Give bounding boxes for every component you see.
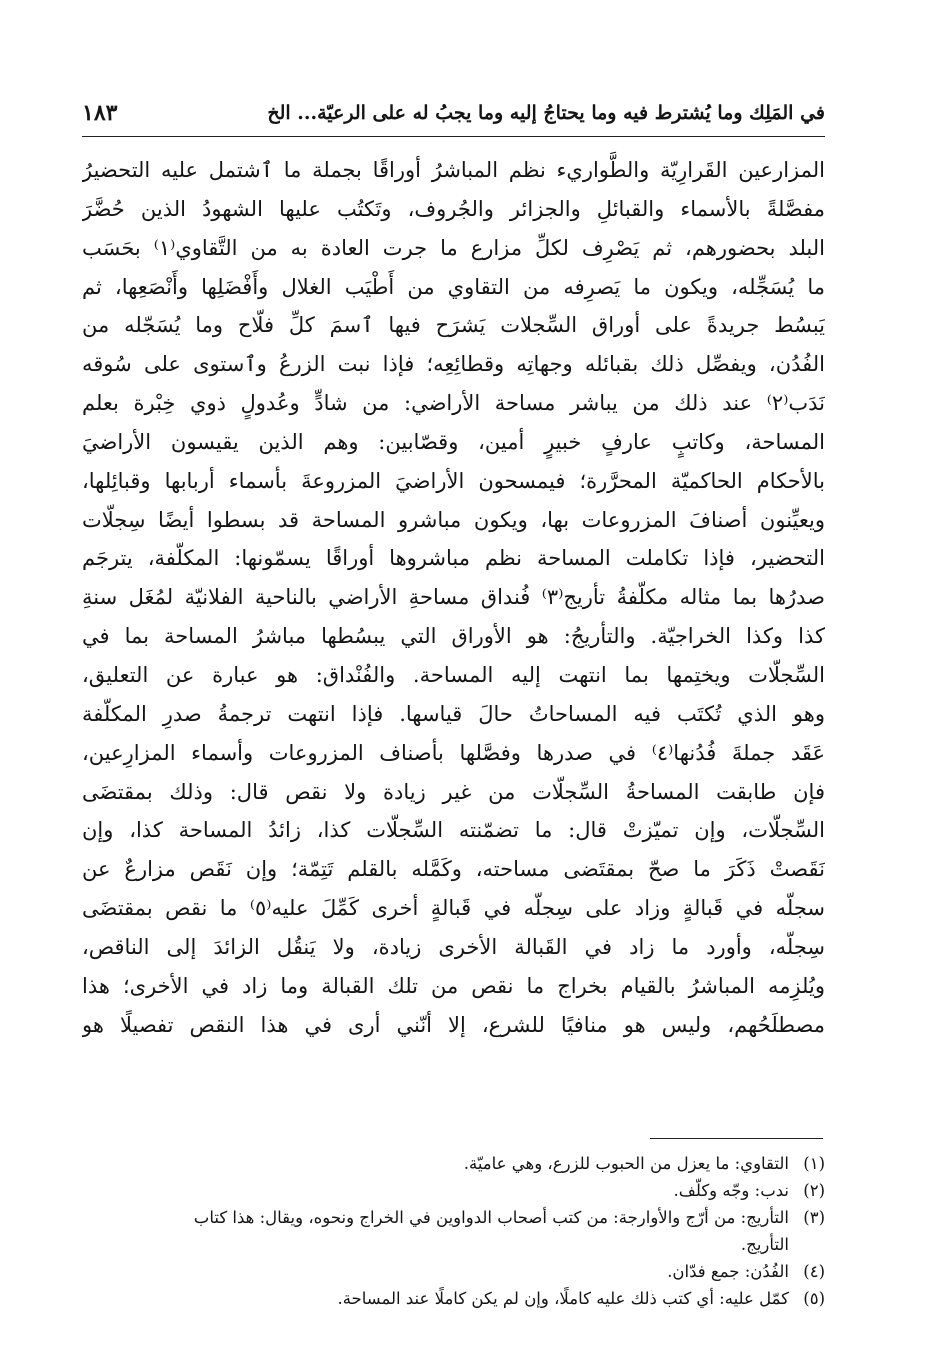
- body-line: المزارعين القَرارِيّة والطَّواريء نظم المباشرُ أوراقًا بجملة ما ٱشتمل عليه التحضيرُ: [82, 158, 825, 182]
- header-rule: [82, 136, 825, 137]
- footnote-3: [82, 1204, 825, 1231]
- body-line: التحضير، فإذا تكاملت المساحة نظم مباشروها أوراقًا يسمّونها: المكلّفة، يترجَم: [82, 546, 825, 571]
- page-number: ١٨٣: [82, 100, 118, 126]
- footnote-3-continuation: التأريج.: [740, 1235, 789, 1254]
- footnote-5: [82, 1285, 825, 1312]
- footnote-number: (١): [803, 1154, 825, 1173]
- body-line: ويُلزِمه المباشرُ بالقيام بخراج ما نقص من تلك القبالة وما زاد في الأخرى؛ هذا: [82, 973, 825, 998]
- body-line: صدرُها بما مثاله مكلّفةُ تأريج⁽٣⁾ فُنداق مساحةِ الأراضي بالناحية الفلانيّة لمُغَل سنةِ: [82, 585, 825, 610]
- footnote-2: [82, 1177, 825, 1204]
- body-line: نَدَب⁽٢⁾ عند ذلك من يباشر مساحة الأراضي: من شادٍّ وعُدولٍ ذوي خِبْرة بعلم: [82, 391, 825, 416]
- footnote-text: التأريج: من أرّج والأوارجة: من كتب أصحاب الدواوين في الخراج ونحوه، ويقال: هذا كتاب: [193, 1208, 789, 1227]
- footnote-number: (٣): [803, 1208, 825, 1227]
- running-title: في المَلِك وما يُشترط فيه وما يحتاجُ إليه وما يجبُ له على الرعيّة... الخ: [267, 102, 825, 124]
- footnote-number: (٤): [803, 1262, 825, 1281]
- body-text: [82, 151, 825, 1044]
- footnote-rule: [650, 1138, 823, 1139]
- body-line: نَقَصتْ ذَكَرَ ما صحّ بمقتَضى مساحته، وكَمَّله بالقلم تَتِمّة؛ وإن نَقَص مزارعٌ عن: [82, 857, 825, 882]
- body-line: سجلّه في قَبالةٍ وزاد على سِجلّه في قَبالةٍ أخرى كَمِّلَ عليه⁽٥⁾ ما نقص بمقتضَى: [82, 896, 825, 921]
- body-line: بالأحكام الحاكميّة المحرَّرة؛ فيمسحون الأراضيَ المزروعةَ بأسماء أربابها وقبائِلها،: [82, 468, 825, 493]
- footnote-text: التقاوي: ما يعزل من الحبوب للزرع، وهي عاميّة.: [463, 1154, 789, 1173]
- body-line: الفُدُن، ويفصِّل ذلك بقبائله وجهاتِه وقطائِعِه؛ فإذا نبت الزرعُ وٱستوى على سُوقه: [82, 352, 825, 377]
- body-line: عَقَد جملةَ فُدُنها⁽٤⁾ في صدرها وفصَّلها بأصناف المزروعات وأسماء المزارِعين،: [82, 740, 825, 765]
- footnote-4: [82, 1258, 825, 1285]
- footnotes: [82, 1150, 825, 1312]
- body-line: السِّجلّات ويختِمها بما انتهت إليه المساحة. والفُنْداق: هو عبارة عن التعليق،: [82, 662, 825, 687]
- body-line: المساحة، وكاتبٍ عارفٍ خبيرٍ أمين، وقصّابين: وهم الذين يقيسون الأراضيَ: [82, 429, 825, 454]
- body-line: سِجلّه، وأورد ما زاد في القَبالة الأخرى زيادة، ولا يَنقُل الزائدَ إلى الناقص،: [82, 934, 825, 959]
- footnote-text: الفُدُن: جمع فدّان.: [667, 1262, 789, 1281]
- footnote-number: (٢): [803, 1181, 825, 1200]
- body-line: مصطلَحُهم، وليس هو منافيًا للشرع، إلا أنّني أرى في هذا النقص تفصيلًا هو: [82, 1012, 825, 1037]
- body-line: السِّجلّات، وإن تميّزتْ قال: ما تضمّنته السِّجلّات كذا، زائدُ المساحة كذا، وإن: [82, 818, 825, 843]
- body-line: ما يُسَجِّله، ويكون ما يَصرِفه من التقاوي من أَطْيَب الغلال وأَفْضَلِها وأَنْصَعِها، ثم: [82, 274, 825, 299]
- running-header: [82, 96, 825, 130]
- body-line: مفصَّلةً بالأسماء والقبائلِ والجزائر والجُروف، وتَكتُب عليها الشهودُ الذين حُضَّرَ: [82, 196, 825, 221]
- footnote-text: ندب: وجّه وكلّف.: [673, 1181, 789, 1200]
- body-line: ويعيِّنون أصنافَ المزروعات بها، ويكون مباشرو المساحة قد بسطوا أيضًا سِجلّات: [82, 507, 825, 532]
- body-line: فإن طابقت المساحةُ السِّجلّات من غير زيادة ولا نقص قال: وذلك بمقتضَى: [82, 779, 825, 804]
- footnote-1: [82, 1150, 825, 1177]
- body-line: البلد بحضورهم، ثم يَصْرِف لكلِّ مزارع ما جرت العادة به من التَّقاوي⁽١⁾ بحَسَب: [82, 235, 825, 260]
- body-line: كذا وكذا الخراجيّة. والتأريجُ: هو الأوراق التي يبسُطها مباشرُ المساحة بما في: [82, 624, 825, 649]
- body-line: يَبسُط جريدةً على أوراق السِّجلات يَشرَح فيها ٱسمَ كلِّ فلّاح وما يُسَجّله من: [82, 313, 825, 338]
- body-line: وهو الذي تُكتَب فيه المساحاتُ حالَ قياسها. فإذا انتهت ترجمةُ صدرِ المكلّفة: [82, 701, 825, 726]
- footnote-text: كمّل عليه: أي كتب ذلك عليه كاملًا، وإن لم يكن كاملًا عند المساحة.: [337, 1289, 789, 1308]
- footnote-number: (٥): [803, 1289, 825, 1308]
